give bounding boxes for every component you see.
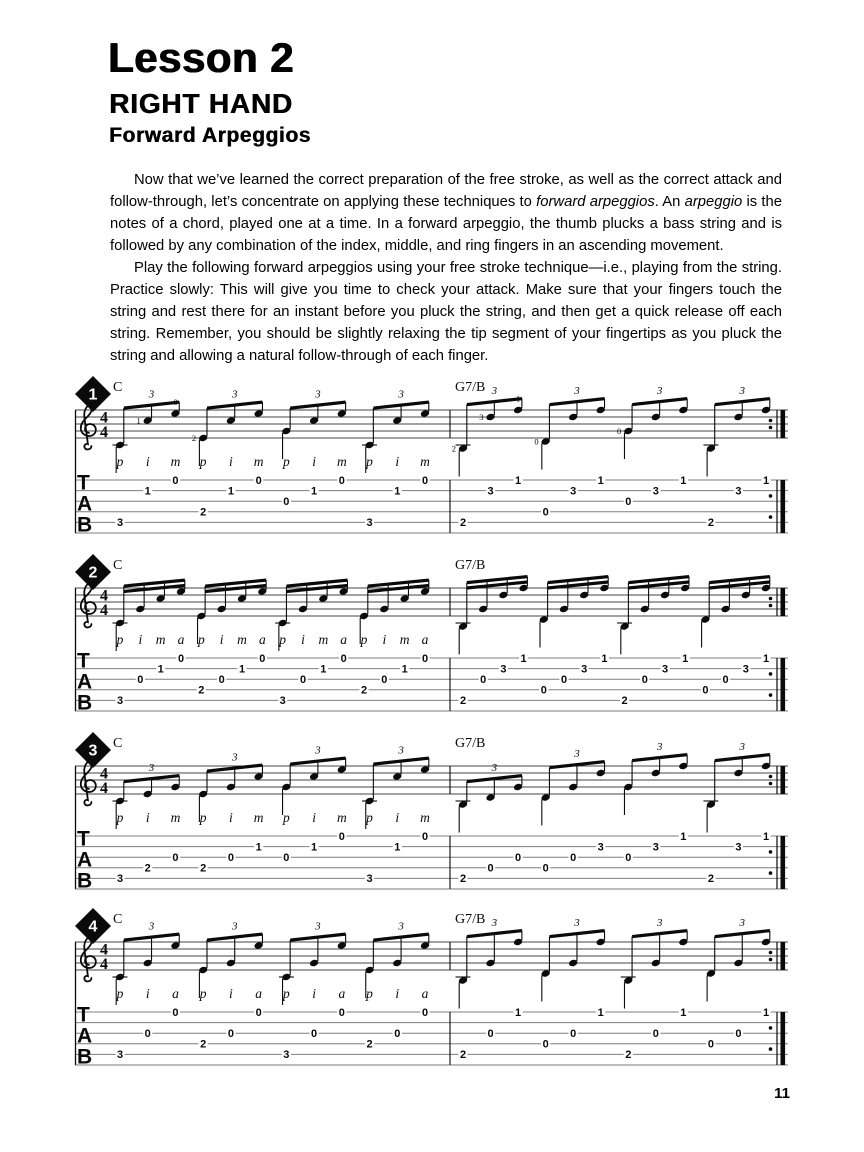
repeat-dot [769, 419, 773, 423]
rh-fingering-letter: a [421, 632, 429, 647]
exercise-number-badge [75, 732, 111, 768]
tab-fret-number: 1 [157, 663, 164, 676]
section-subtitle: Forward Arpeggios [109, 124, 311, 147]
svg-text:T: T [77, 471, 90, 495]
note-group [192, 389, 264, 519]
body-paragraph: Play the following forward arpeggios using your free stroke technique—i.e., playing from the string. Practice slowly: This will give you time to check your attack. Make sure that your fingers touch the string and rest there for an instant before you pluck the string, and then get a quick release off each string. Remember, you should be slightly relaxing the tip segment of your fingertips as you pluck the string and allowing a natural follow-through of each finger. [110, 260, 782, 364]
tab-fret-number: 0 [625, 852, 632, 864]
svg-text:A: A [77, 670, 93, 694]
svg-text:2: 2 [88, 564, 98, 582]
rh-fingering-letter: p [197, 632, 205, 647]
triplet-number: 3 [231, 751, 238, 764]
repeat-dot [769, 782, 773, 786]
tab-fret-number: 3 [581, 663, 588, 676]
rh-fingering-letter: i [382, 632, 387, 647]
rh-fingering-letter: p [116, 986, 124, 1001]
tab-fret-number: 0 [570, 1028, 577, 1040]
tab-fret-number: 1 [762, 830, 770, 843]
tab-fret-number: 0 [338, 474, 345, 487]
rh-fingering-letter: i [229, 986, 233, 1001]
tab-fret-number: 3 [570, 485, 577, 498]
svg-text:T: T [77, 1003, 90, 1027]
repeat-dot [769, 597, 773, 601]
triplet-number: 3 [148, 388, 155, 401]
tab-fret-number: 3 [652, 485, 659, 498]
rh-fingering-letter: p [282, 986, 290, 1001]
rh-fingering-letter: p [199, 454, 207, 469]
music-notation-svg [0, 908, 864, 1084]
tab-fret-number: 0 [487, 1028, 494, 1040]
rh-fingering-letter: p [199, 986, 207, 1001]
tab-fret-number: 3 [283, 1049, 290, 1062]
tab-clef [77, 1004, 92, 1069]
svg-text:4: 4 [88, 918, 98, 936]
tab-fret-number: 0 [172, 1006, 179, 1019]
time-signature [100, 410, 108, 441]
tab-fret-number: 0 [144, 1028, 151, 1040]
tab-fret-number: 1 [597, 474, 604, 487]
tab-fret-number: 0 [255, 1006, 262, 1019]
tab-fret-number: 0 [299, 674, 307, 686]
note-group [539, 575, 610, 697]
tab-fret-number: 0 [540, 684, 547, 697]
lh-fingering: 0 [173, 397, 178, 407]
rh-fingering-letter: p [366, 454, 373, 469]
rh-fingering-letter: m [420, 454, 430, 469]
triplet-number: 3 [656, 917, 663, 929]
rh-fingering-letter: p [366, 810, 373, 825]
tab-fret-number: 0 [394, 1028, 401, 1040]
svg-text:B: B [77, 691, 93, 715]
tab-fret-number: 0 [340, 652, 347, 665]
tab-fret-number: 1 [311, 485, 318, 498]
repeat-dot [769, 494, 773, 498]
tab-fret-number: 0 [177, 652, 185, 665]
rh-fingering-letter: p [116, 454, 124, 469]
tab-fret-number: 0 [560, 674, 568, 686]
tab-fret-number: 0 [381, 674, 388, 686]
note-group [198, 752, 264, 875]
triplet-number: 3 [148, 762, 155, 774]
rh-fingering-letter: p [366, 986, 373, 1001]
rh-fingering-letter: i [301, 632, 305, 647]
tab-fret-number: 3 [500, 663, 507, 676]
tab-fret-number: 1 [394, 841, 401, 854]
lh-fingering: 2 [451, 443, 456, 454]
chord-label: G7/B [455, 380, 486, 395]
rh-fingering-letter: m [336, 454, 347, 469]
tab-fret-number: 1 [401, 663, 408, 676]
tab-fret-number: 2 [459, 695, 467, 708]
exercise-system-4 [0, 908, 864, 1084]
tab-fret-number: 1 [311, 841, 318, 854]
note-group [364, 921, 430, 1051]
rh-fingering-letter: m [155, 632, 166, 647]
staff-lines [75, 410, 788, 438]
rh-fingering-letter: p [199, 810, 207, 825]
svg-text:A: A [77, 492, 93, 516]
tab-fret-number: 0 [542, 862, 549, 875]
tab-fret-number: 2 [200, 1038, 207, 1051]
svg-text:B: B [77, 513, 93, 537]
lh-fingering: 1 [515, 393, 521, 404]
repeat-dot [769, 951, 773, 955]
tab-fret-number: 1 [680, 1006, 687, 1019]
chord-label: C [113, 558, 123, 573]
repeat-dot [769, 850, 773, 854]
rh-fingering-letter: i [395, 454, 400, 469]
triplet-number: 3 [148, 920, 155, 933]
tab-fret-number: 1 [144, 485, 151, 498]
tab-lines [75, 836, 788, 889]
tab-clef [77, 472, 92, 537]
rh-fingering-letter: m [420, 810, 430, 825]
tab-fret-number: 0 [570, 852, 577, 864]
triplet-number: 3 [656, 741, 663, 753]
tab-fret-number: 0 [735, 1028, 742, 1040]
tab-fret-number: 3 [116, 517, 124, 530]
tab-fret-number: 0 [227, 852, 234, 864]
note-group [621, 917, 689, 1061]
tab-fret-number: 0 [283, 852, 290, 864]
tab-fret-number: 1 [255, 841, 262, 854]
svg-text:T: T [77, 649, 90, 673]
rh-fingering-letter: m [318, 632, 329, 647]
note-group [541, 748, 606, 875]
tab-fret-number: 0 [338, 1006, 345, 1019]
tab-fret-number: 3 [279, 695, 286, 708]
tab-fret-number: 1 [762, 1006, 770, 1019]
chapter-title: RIGHT HAND [109, 88, 293, 119]
note-group [452, 385, 523, 529]
tab-fret-number: 3 [742, 663, 749, 676]
time-signature [100, 942, 108, 973]
tab-fret-number: 1 [680, 474, 687, 487]
note-group [703, 385, 771, 529]
repeat-dot [769, 515, 773, 519]
tab-fret-number: 1 [597, 1006, 604, 1019]
lesson-heading: Lesson 2 [108, 34, 295, 81]
note-group [534, 385, 605, 519]
triplet-number: 3 [315, 388, 321, 401]
note-group [700, 575, 771, 697]
tab-fret-number: 0 [722, 674, 729, 686]
chord-label: C [113, 736, 123, 751]
rh-fingering-letter: a [177, 632, 185, 647]
note-group [541, 917, 606, 1051]
chord-label: G7/B [455, 912, 486, 927]
note-group [623, 741, 688, 864]
tab-fret-number: 2 [200, 506, 207, 519]
tab-fret-number: 1 [762, 474, 770, 487]
tab-fret-number: 2 [366, 1038, 373, 1051]
tab-fret-number: 3 [652, 841, 659, 854]
rh-fingering-letter: a [255, 986, 263, 1001]
repeat-dot [769, 672, 773, 676]
svg-text:4: 4 [100, 941, 108, 959]
note-group [198, 921, 264, 1051]
rh-fingering-letter: a [340, 632, 348, 647]
triplet-number: 3 [656, 385, 663, 397]
svg-text:4: 4 [100, 779, 108, 797]
time-signature [100, 766, 108, 797]
tab-fret-number: 2 [459, 873, 467, 886]
staff-lines [75, 766, 788, 794]
rh-fingering-letter: m [336, 810, 347, 825]
tab-fret-number: 0 [542, 506, 549, 519]
tab-fret-number: 3 [116, 873, 124, 886]
tab-fret-number: 0 [641, 674, 648, 686]
triplet-number: 3 [739, 917, 746, 929]
tab-fret-number: 0 [542, 1038, 549, 1051]
triplet-number: 3 [491, 917, 498, 929]
tab-fret-number: 2 [625, 1049, 632, 1062]
tab-fret-number: 1 [680, 830, 687, 843]
staff-lines [75, 942, 788, 970]
tab-fret-number: 2 [459, 517, 467, 530]
note-group [706, 917, 771, 1051]
note-group [703, 741, 771, 885]
rh-fingering-letter: p [282, 454, 290, 469]
tab-fret-number: 0 [487, 862, 494, 875]
tab-fret-number: 3 [735, 841, 742, 854]
rh-fingering-letter: i [312, 810, 316, 825]
triplet-number: 3 [315, 744, 321, 757]
svg-text:B: B [77, 1045, 93, 1069]
tab-fret-number: 0 [255, 474, 262, 487]
tab-fret-number: 0 [707, 1038, 714, 1051]
lh-fingering: 0 [617, 426, 622, 436]
tab-fret-number: 0 [702, 684, 709, 697]
triplet-number: 3 [739, 385, 746, 397]
repeat-dot [769, 958, 773, 962]
tab-lines [75, 480, 788, 533]
repeat-dot [769, 693, 773, 697]
repeat-dot [769, 1026, 773, 1030]
tab-fret-number: 1 [520, 652, 527, 665]
tab-fret-number: 1 [682, 652, 689, 665]
note-group [281, 745, 347, 865]
chord-label: C [113, 380, 123, 395]
tab-fret-number: 2 [360, 684, 368, 697]
rh-fingering-letter: i [395, 810, 400, 825]
rh-fingering-letter: a [172, 986, 179, 1001]
rh-fingering-letter: p [282, 810, 290, 825]
tab-clef [77, 828, 92, 893]
lh-fingering: 3 [479, 412, 484, 422]
rh-fingering-letter: a [258, 632, 266, 647]
repeat-dot [769, 426, 773, 430]
rh-fingering-letter: i [312, 986, 316, 1001]
svg-text:A: A [77, 1024, 93, 1048]
svg-text:A: A [77, 848, 93, 872]
tab-fret-number: 0 [172, 852, 179, 864]
tab-fret-number: 1 [394, 485, 401, 498]
tab-fret-number: 0 [421, 830, 429, 843]
chord-label: G7/B [455, 736, 486, 751]
rh-fingering-letter: p [360, 632, 368, 647]
exercise-number-badge [75, 908, 111, 944]
time-signature [100, 588, 108, 619]
tab-fret-number: 0 [283, 496, 290, 508]
triplet-number: 3 [739, 741, 746, 753]
note-group [617, 385, 688, 508]
music-notation-svg [0, 732, 864, 908]
svg-text:4: 4 [100, 409, 108, 427]
rh-fingering-letter: i [229, 810, 233, 825]
tab-fret-number: 3 [487, 485, 494, 498]
lh-fingering: 1 [136, 415, 141, 426]
rh-fingering-letter: i [138, 632, 143, 647]
triplet-number: 3 [491, 385, 498, 397]
exercise-system-3 [0, 732, 864, 908]
rh-fingering-letter: m [170, 454, 181, 469]
tab-fret-number: 2 [621, 695, 628, 708]
rh-fingering-letter: a [421, 986, 429, 1001]
tab-fret-number: 2 [707, 873, 714, 886]
triplet-number: 3 [398, 388, 404, 401]
music-notation-svg [0, 376, 864, 552]
tab-fret-number: 0 [421, 1006, 429, 1019]
tab-fret-number: 2 [144, 862, 151, 875]
rh-fingering-letter: m [170, 810, 181, 825]
rh-fingering-letter: i [219, 632, 224, 647]
exercise-number-badge [75, 376, 111, 412]
tab-fret-number: 0 [652, 1028, 659, 1040]
tab-lines [75, 658, 788, 711]
note-group [113, 579, 187, 708]
tab-fret-number: 1 [320, 663, 327, 676]
rh-fingering-letter: i [145, 454, 150, 469]
triplet-number: 3 [231, 388, 238, 401]
note-group [281, 389, 347, 509]
tab-fret-number: 0 [172, 474, 179, 487]
svg-text:T: T [77, 827, 90, 851]
svg-text:1: 1 [88, 386, 98, 404]
rh-fingering-letter: m [399, 632, 410, 647]
rh-fingering-letter: p [116, 632, 124, 647]
repeat-dot [769, 1047, 773, 1051]
tab-fret-number: 2 [200, 862, 207, 875]
triplet-number: 3 [231, 920, 238, 933]
tab-fret-number: 1 [515, 1006, 522, 1019]
rh-fingering-letter: p [116, 810, 124, 825]
rh-fingering-letter: m [253, 454, 264, 469]
lh-fingering: 2 [191, 433, 197, 443]
triplet-number: 3 [398, 920, 404, 933]
body-text [110, 169, 782, 367]
tab-fret-number: 2 [707, 517, 714, 530]
tab-fret-number: 0 [625, 496, 632, 508]
tab-fret-number: 0 [480, 674, 487, 686]
note-group [456, 917, 524, 1061]
svg-text:3: 3 [88, 742, 98, 760]
svg-text:4: 4 [100, 601, 108, 619]
svg-text:4: 4 [100, 587, 108, 605]
tab-fret-number: 0 [515, 852, 522, 864]
triplet-number: 3 [491, 762, 498, 774]
triplet-number: 3 [315, 920, 321, 933]
tab-fret-number: 0 [218, 674, 225, 686]
tab-fret-number: 2 [459, 1049, 467, 1062]
repeat-dot [769, 775, 773, 779]
tab-fret-number: 3 [366, 517, 373, 530]
tab-fret-number: 3 [116, 695, 124, 708]
rh-fingering-letter: i [145, 810, 150, 825]
tab-fret-number: 1 [227, 485, 234, 498]
chord-label: C [113, 912, 123, 927]
tab-fret-number: 0 [259, 652, 266, 665]
page-number: 11 [774, 1085, 790, 1102]
svg-text:4: 4 [100, 765, 108, 783]
rh-fingering-letter: a [338, 986, 346, 1001]
music-notation-svg [0, 554, 864, 730]
tab-fret-number: 1 [238, 663, 246, 676]
tab-fret-number: 0 [311, 1028, 318, 1040]
tab-fret-number: 3 [116, 1049, 124, 1062]
tab-fret-number: 0 [421, 652, 429, 665]
tab-fret-number: 1 [601, 652, 608, 665]
rh-fingering-letter: m [237, 632, 247, 647]
triplet-number: 3 [574, 917, 580, 929]
tab-fret-number: 1 [762, 652, 770, 665]
tab-lines [75, 1012, 788, 1065]
tab-fret-number: 1 [515, 474, 522, 487]
rh-fingering-letter: i [395, 986, 400, 1001]
tab-clef [77, 650, 92, 715]
triplet-number: 3 [398, 744, 404, 757]
rh-fingering-letter: i [229, 454, 233, 469]
triplet-number: 3 [574, 748, 580, 760]
tab-fret-number: 0 [137, 674, 144, 686]
body-paragraph: Now that we’ve learned the correct preparation of the free stroke, as well as the correct attack and follow-through, let’s concentrate on applying these techniques to forward arpeggios. An arpeggio is the notes of a chord, played one at a time. In a forward arpeggio, the thumb plucks a bass string and is followed by any combination of the index, middle, and ring fingers in an ascending movement. [110, 172, 782, 254]
rh-fingering-letter: m [253, 810, 264, 825]
svg-text:4: 4 [100, 955, 108, 973]
triplet-number: 3 [574, 385, 580, 397]
note-group [275, 579, 349, 708]
tab-fret-number: 3 [661, 663, 669, 676]
tab-fret-number: 3 [735, 485, 742, 498]
rh-fingering-letter: i [145, 986, 150, 1001]
lh-fingering: 0 [534, 436, 539, 447]
exercise-number-badge [75, 554, 111, 590]
svg-text:B: B [77, 869, 93, 893]
tab-fret-number: 0 [421, 474, 429, 487]
tab-fret-number: 2 [198, 684, 205, 697]
repeat-dot [769, 871, 773, 875]
tab-fret-number: 3 [597, 841, 604, 854]
tab-fret-number: 3 [366, 873, 373, 886]
tab-fret-number: 0 [227, 1028, 234, 1040]
repeat-dot [769, 604, 773, 608]
exercise-system-2 [0, 554, 864, 730]
exercise-system-1 [0, 376, 864, 552]
svg-text:4: 4 [100, 423, 108, 441]
rh-fingering-letter: i [312, 454, 316, 469]
tab-fret-number: 0 [338, 830, 345, 843]
chord-label: G7/B [455, 558, 486, 573]
rh-fingering-letter: p [279, 632, 287, 647]
